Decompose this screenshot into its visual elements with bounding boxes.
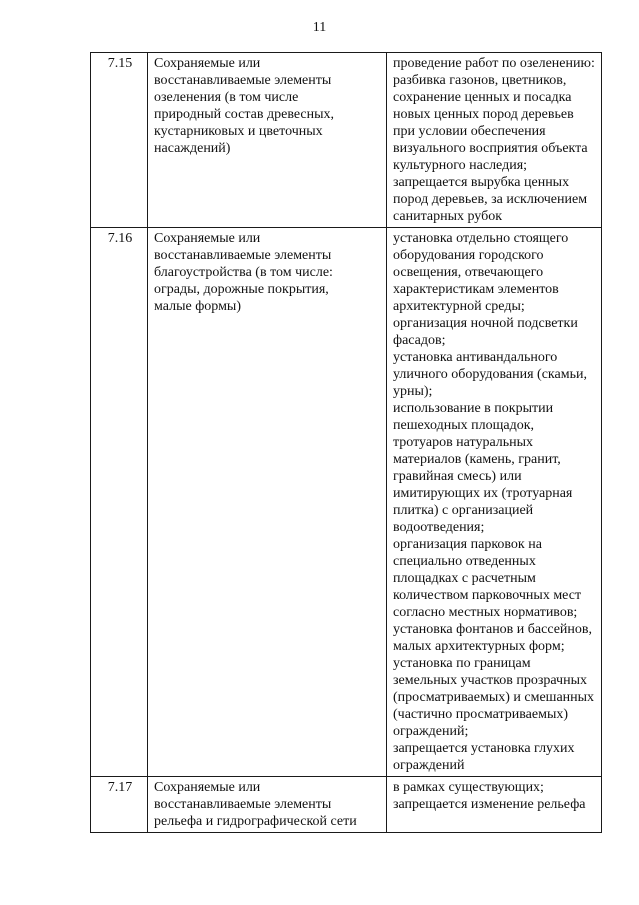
requirements-table	[90, 52, 602, 833]
element-name-cell: Сохраняемые или восстанавливаемые элементы озеленения (в том числе природный состав древесных, кустарниковых и цветочных насаждений)	[148, 53, 387, 228]
table-row	[91, 228, 602, 777]
row-number-cell: 7.17	[91, 777, 148, 833]
requirements-cell: установка отдельно стоящего оборудования городского освещения, отвечающего характеристикам элементов архитектурной среды; организация ночной подсветки фасадов; установка антивандального уличного оборудования (скамьи, урны); использование в покрытии пешеходных площадок, тротуаров натуральных материалов (камень, гранит, гравийная смесь) или имитирующих их (тротуарная плитка) с организацией водоотведения; организация парковок на специально отведенных площадках с расчетным количеством парковочных мест согласно местных нормативов; установка фонтанов и бассейнов, малых архитектурных форм; установка по границам земельных участков прозрачных (просматриваемых) и смешанных (частично просматриваемых) ограждений; запрещается установка глухих ограждений	[387, 228, 602, 777]
row-number-cell: 7.16	[91, 228, 148, 777]
table-row	[91, 53, 602, 228]
element-name-cell: Сохраняемые или восстанавливаемые элементы рельефа и гидрографической сети	[148, 777, 387, 833]
table-row	[91, 777, 602, 833]
requirements-cell: в рамках существующих; запрещается изменение рельефа	[387, 777, 602, 833]
row-number-cell: 7.15	[91, 53, 148, 228]
requirements-cell: проведение работ по озеленению: разбивка газонов, цветников, сохранение ценных и посадка новых ценных пород деревьев при условии обеспечения визуального восприятия объекта культурного наследия; запрещается вырубка ценных пород деревьев, за исключением санитарных рубок	[387, 53, 602, 228]
page-number: 11	[312, 20, 327, 35]
element-name-cell: Сохраняемые или восстанавливаемые элементы благоустройства (в том числе: ограды, дорожные покрытия, малые формы)	[148, 228, 387, 777]
